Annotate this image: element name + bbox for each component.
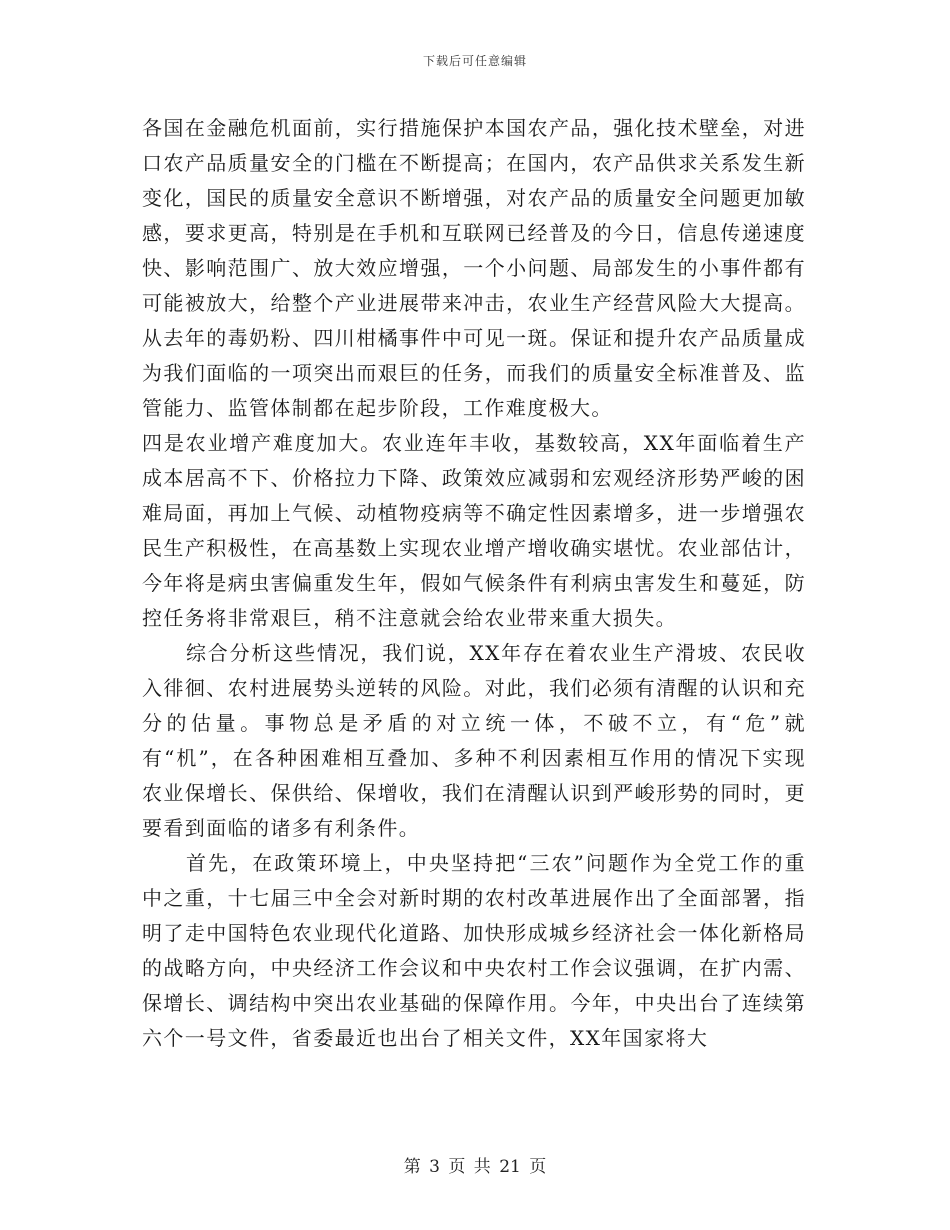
body-paragraph-2: 四是农业增产难度加大。农业连年丰收，基数较高，XX年面临着生产成本居高不下、价格拉力下降、政策效应减弱和宏观经济形势严峻的困难局面，再加上气候、动植物疫病等不确定性因素增多，进一步增强农民生产积极性，在高基数上实现农业增产增收确实堪忧。农业部估计，今年将是病虫害偏重发生年，假如气候条件有利病虫害发生和蔓延，防控任务将非常艰巨，稍不注意就会给农业带来重大损失。: [142, 431, 806, 630]
body-paragraph-4: 首先，在政策环境上，中央坚持把“三农”问题作为全党工作的重中之重，十七届三中全会对新时期的农村改革进展作出了全面部署，指明了走中国特色农业现代化道路、加快形成城乡经济社会一体化新格局的战略方向，中央经济工作会议和中央农村工作会议强调，在扩内需、保增长、调结构中突出农业基础的保障作用。今年，中央出台了连续第六个一号文件，省委最近也出台了相关文件，XX年国家将大: [142, 851, 806, 1050]
page-number-footer: 第 3 页 共 21 页: [403, 1157, 547, 1177]
body-paragraph-3: 综合分析这些情况，我们说，XX年存在着农业生产滑坡、农民收入徘徊、农村进展势头逆转的风险。对此，我们必须有清醒的认识和充分的估量。事物总是矛盾的对立统一体，不破不立，有“危”就有“机”，在各种困难相互叠加、多种不利因素相互作用的情况下实现农业保增长、保供给、保增收，我们在清醒认识到严峻形势的同时，更要看到面临的诸多有利条件。: [142, 641, 806, 840]
body-paragraph-1: 各国在金融危机面前，实行措施保护本国农产品，强化技术壁垒，对进口农产品质量安全的门槛在不断提高；在国内，农产品供求关系发生新变化，国民的质量安全意识不断增强，对农产品的质量安全问题更加敏感，要求更高，特别是在手机和互联网已经普及的今日，信息传递速度快、影响范围广、放大效应增强，一个小问题、局部发生的小事件都有可能被放大，给整个产业进展带来冲击，农业生产经营风险大大提高。从去年的毒奶粉、四川柑橘事件中可见一斑。保证和提升农产品质量成为我们面临的一项突出而艰巨的任务，而我们的质量安全标准普及、监管能力、监管体制都在起步阶段，工作难度极大。: [142, 116, 806, 420]
page-header-note: 下载后可任意编辑: [422, 54, 527, 68]
document-body: [142, 111, 806, 1056]
